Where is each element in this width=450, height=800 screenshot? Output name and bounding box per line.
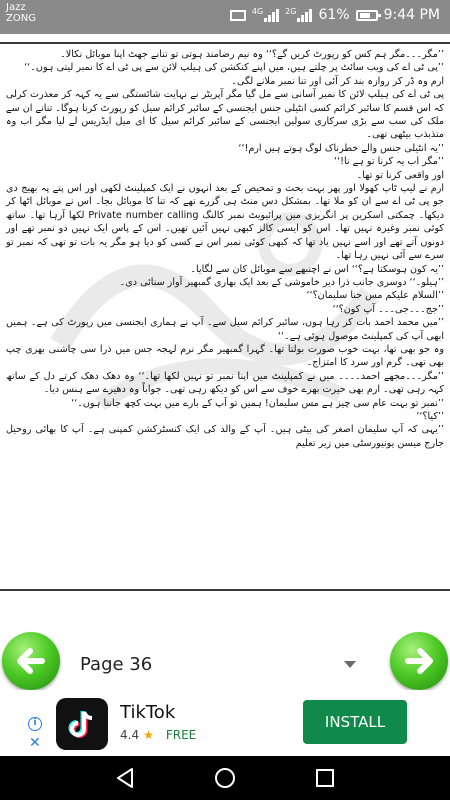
signal-icon-1: [252, 8, 279, 22]
paragraph: ’’مگر۔۔۔مجھے احمد۔۔۔۔ میں نے کمپلینٹ میں اپنا نمبر تو نہیں لکھا تھا۔‘‘ وہ دھک دھک کرتے دل کے ساتھ کہہ رہی تھی۔ ارم بھی حیرت بھرے خوف سے اس کو دیکھ رہی تھی۔ جواباً وہ دھیرے سے ہنس دیا۔: [6, 370, 444, 396]
paragraph: ’’نمبر تو بہت عام سی چیز ہے مس سلیمان! ہمیں تو آپ کے بارے میں بہت کچھ جاننا ہوں۔‘‘: [71, 397, 444, 409]
battery-percent: 61%: [318, 7, 350, 23]
page-navigation: [0, 604, 450, 690]
ad-close-icon[interactable]: ✕: [29, 735, 41, 751]
paragraph: ’’میں محمد احمد بات کر رہا ہوں، سائبر کرائم سیل سے۔ آپ نے ہماری ایجنسی میں رپورٹ کی ہے۔ ہمیں ابھی آپ کی کمپلینٹ موصول ہوئی ہے۔‘‘: [6, 317, 444, 342]
network-type-2: 2G: [285, 7, 297, 16]
ad-info-icon[interactable]: i: [28, 717, 42, 731]
clock: 9:44 PM: [383, 7, 440, 23]
carrier-name-1: Jazz: [6, 2, 26, 13]
paragraph: ارم نے لیپ ٹاپ کھولا اور پھر بہت بحث و تمحیص کے بعد انہوں نے ایک کمپلینٹ لکھی اور اس پتے پہ بھیج دی جو پی ٹی اے سے ان کو ملا تھا۔ بمشکل دس منٹ ہی گزرے تھے کہ تنا کا موبائل بجا۔ اس نے موبائل اٹھا کر دیکھا۔ چمکتی اسکرین پر انگریزی میں پرائیویٹ نمبر کالنگ Private number calling لکھا آرہا تھا۔ ساتھ کوئی نمبر وغیرہ نہیں تھا۔ اس کو ایسی کالز کبھی نہیں آئیں تھیں۔ اس کے پاس ایک نہیں دو نمبر تھے اور دونوں آتے تھے اور اسے نہیں یاد تھا کہ کبھی کوئی نمبر اس نے کسی کو دیا ہو مگر یہ بات تو تھی کہ نمبر تو سرے سے آئی نہیں رہا تھا۔: [6, 183, 444, 262]
paragraph: ’’یہی کہ آپ سلیمان اصغر کی بیٹی ہیں۔ آپ کے والد کی ایک کنسٹرکشن کمپنی ہے۔ آپ کا بھائی روحیل جارج میسن یونیورسٹی میں زیر تعلیم: [6, 424, 444, 449]
paragraph: پی ٹی اے کی ہیلپ لائن کا نمبر آسانی سے مل گیا مگر آپریٹر نے نہایت شائستگی سے یہ کہہ کر معذرت کرلی کہ اس قسم کا سائبر کرائم کسی انٹیلی جنس ایجنسی کے سائبر کرائم سیل کو رپورٹ کرنا ہوگا۔ تنانے ان سے ملک کی سب سے بڑی سرکاری سولین ایجنسی کے سائبر کرائم سیل کا ای میل ایڈریس لے لیا مگر اب وہ متذبذب بیٹھی تھی۔: [6, 89, 444, 141]
right-arrow-icon: [400, 642, 438, 680]
message-icon: [230, 10, 246, 21]
carrier-name-2: ZONG: [6, 13, 36, 24]
paragraph: ’’پی ٹی اے کی ویب سائٹ پر چلتے ہیں، میں اپنے کنکشن کی ہیلپ لائن سے پی ٹی اے کا نمبر لیتی ہوں۔‘‘: [24, 62, 444, 74]
paragraph: ’’جج۔۔۔جی۔۔۔ آپ کون؟‘‘: [332, 303, 444, 315]
paragraph: ’’کیا؟‘‘: [416, 410, 444, 422]
page-bottom-rule: [0, 589, 450, 591]
paragraph: ’’یہ انٹیلی جنس والے خطرناک لوگ ہوتے ہیں ارم!‘‘: [238, 142, 444, 154]
ad-app-rating: [120, 728, 196, 742]
system-navigation-bar: [0, 756, 450, 800]
paragraph: ’’ہیلو۔‘‘ دوسری جانب ذرا دیر خاموشی کے بعد ایک بھاری گمبھیر آواز سنائی دی۔: [119, 276, 444, 288]
paragraph: ارم وہ ڈر کر روازہ بند کر آئی اور تنا نمبر ملانے لگی۔: [231, 75, 444, 87]
document-page[interactable]: [0, 34, 450, 604]
paragraph: ’’مگر۔۔۔مگر ہم کس کو رپورٹ کریں گے؟‘‘ وہ نیم رضامند ہوتی تو تنانے جھٹ اپنا موبائل نکالا۔: [60, 49, 444, 60]
recents-square-icon[interactable]: [313, 766, 337, 790]
ad-app-name[interactable]: TikTok: [120, 702, 176, 723]
rating-value: 4.4: [120, 728, 140, 742]
article-text: [6, 48, 444, 586]
home-circle-icon[interactable]: [213, 766, 237, 790]
status-bar: [0, 0, 450, 34]
star-icon: ★: [143, 728, 154, 742]
page-number-label[interactable]: Page 36: [80, 654, 153, 675]
status-indicators: [230, 7, 440, 23]
paragraph: وہ جو بھی تھا، بہت خوب صورت بولتا تھا۔ گہرا گمبھیر مگر نرم لہجہ جس میں ذرا سی چاشنی بھری چپ بھی تھی۔ گرم اور سرد کا امتزاج۔: [6, 343, 444, 369]
battery-icon: [356, 10, 378, 21]
chevron-down-icon[interactable]: [344, 661, 356, 668]
paragraph: ’’یہ کون ہوسکتا ہے؟‘‘ اس نے اچنبھے سے موبائل کان سے لگایا۔: [190, 263, 444, 275]
next-page-button[interactable]: [390, 632, 448, 690]
tiktok-app-icon[interactable]: [56, 698, 108, 750]
paragraph: اور واقعی کرنا تو تھا۔: [356, 169, 444, 181]
network-type-1: 4G: [251, 7, 264, 16]
back-triangle-icon[interactable]: [113, 766, 137, 790]
carrier-label: [6, 2, 36, 24]
tiktok-note-icon: [65, 707, 99, 741]
left-arrow-icon: [12, 642, 50, 680]
ad-banner[interactable]: [0, 690, 450, 756]
install-button[interactable]: INSTALL: [303, 700, 407, 744]
paragraph: ’’مگر اب یہ کرنا تو ہے نا!‘‘: [334, 156, 444, 168]
previous-page-button[interactable]: [2, 632, 60, 690]
paragraph: ’’السلام علیکم مس حنا سلیمان؟‘‘: [306, 290, 444, 302]
page-top-rule: [0, 42, 450, 44]
price-label: FREE: [165, 728, 197, 742]
signal-icon-2: [285, 8, 312, 22]
